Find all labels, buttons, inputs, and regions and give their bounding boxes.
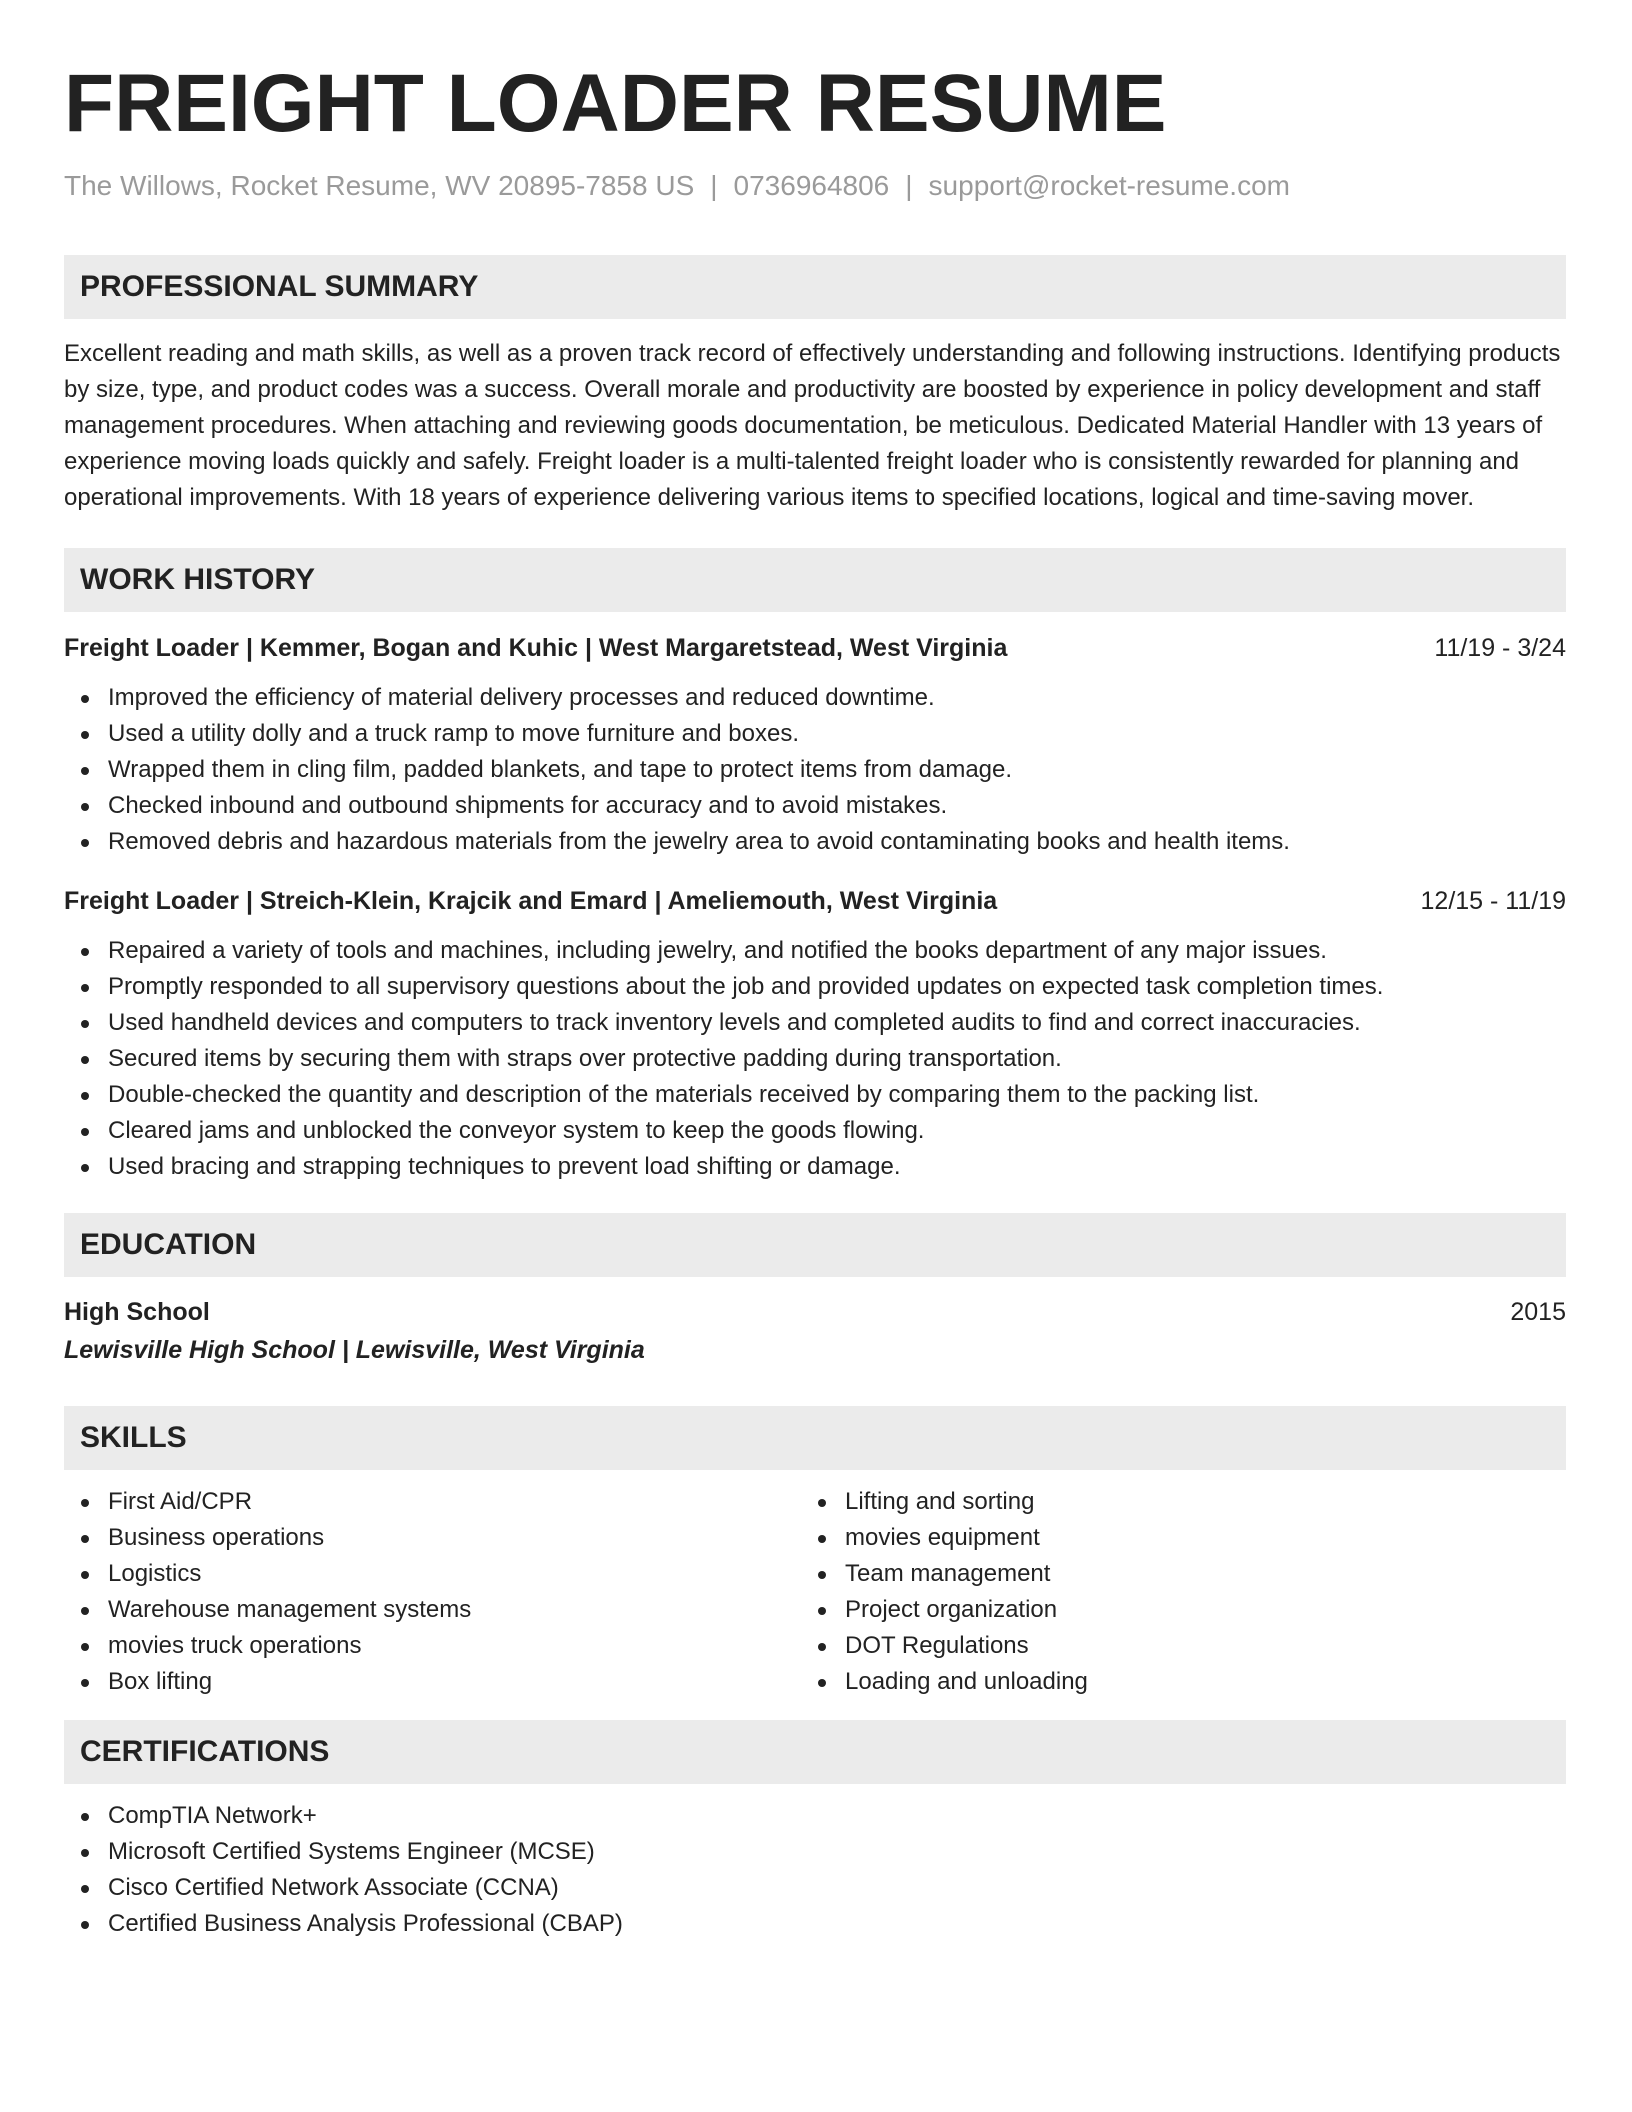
job-bullet: Checked inbound and outbound shipments for accuracy and to avoid mistakes. [64, 788, 1566, 824]
skill-item: Lifting and sorting [801, 1484, 1566, 1520]
skills-section-header [64, 1406, 1566, 1470]
skill-item: Business operations [64, 1520, 801, 1556]
education-school: Lewisville High School | Lewisville, West Virginia [64, 1336, 645, 1364]
job-bullet: Used bracing and strapping techniques to prevent load shifting or damage. [64, 1149, 1566, 1185]
contact-email: support@rocket-resume.com [928, 170, 1290, 201]
education-year: 2015 [1510, 1298, 1566, 1326]
certification-item: Cisco Certified Network Associate (CCNA) [64, 1870, 1566, 1906]
skill-item: Box lifting [64, 1664, 801, 1700]
contact-separator: | [905, 170, 913, 201]
job-bullet: Double-checked the quantity and description of the materials received by comparing them to the packing list. [64, 1077, 1566, 1113]
contact-line [64, 168, 1566, 204]
job-header [64, 883, 1566, 919]
summary-text: Excellent reading and math skills, as well as a proven track record of effectively understanding and following instructions. Identifying products by size, type, and product codes was a success. Overall morale and productivity are boosted by experience in policy development and staff management procedures. When attaching and reviewing goods documentation, be meticulous. Dedicated Material Handler with 13 years of experience moving loads quickly and safely. Freight loader is a multi-talented freight loader who is consistently rewarded for planning and operational improvements. With 18 years of experience delivering various items to specified locations, logical and time-saving mover. [64, 340, 1561, 511]
skills-heading: SKILLS [80, 1421, 187, 1454]
job-bullet: Removed debris and hazardous materials from the jewelry area to avoid contaminating books and health items. [64, 824, 1566, 860]
skills-list-right [801, 1484, 1566, 1700]
certification-item: Microsoft Certified Systems Engineer (MCSE) [64, 1834, 1566, 1870]
job-bullet: Promptly responded to all supervisory questions about the job and provided updates on expected task completion times. [64, 969, 1566, 1005]
job-entry [64, 883, 1566, 1185]
job-entry [64, 630, 1566, 860]
contact-address: The Willows, Rocket Resume, WV 20895-7858 US [64, 170, 695, 201]
summary-heading: PROFESSIONAL SUMMARY [80, 270, 479, 303]
contact-separator: | [710, 170, 718, 201]
certifications-section-header [64, 1720, 1566, 1784]
job-bullet: Repaired a variety of tools and machines, including jewelry, and notified the books department of any major issues. [64, 933, 1566, 969]
work-section-header [64, 548, 1566, 612]
skill-item: Logistics [64, 1556, 801, 1592]
contact-phone: 0736964806 [733, 170, 890, 201]
resume-page [64, 0, 1566, 1942]
skill-item: DOT Regulations [801, 1628, 1566, 1664]
job-bullet-list [64, 680, 1566, 860]
job-bullet: Secured items by securing them with straps over protective padding during transportation. [64, 1041, 1566, 1077]
job-dates: 11/19 - 3/24 [1434, 634, 1566, 662]
work-heading: WORK HISTORY [80, 563, 316, 596]
job-header [64, 630, 1566, 666]
skill-item: movies equipment [801, 1520, 1566, 1556]
certification-item: CompTIA Network+ [64, 1798, 1566, 1834]
summary-section-header [64, 255, 1566, 319]
job-title: Freight Loader | Kemmer, Bogan and Kuhic | West Margaretstead, West Virginia [64, 634, 1008, 662]
certifications-list [64, 1798, 1566, 1942]
resume-title: FREIGHT LOADER RESUME [64, 58, 1167, 149]
job-bullet: Improved the efficiency of material delivery processes and reduced downtime. [64, 680, 1566, 716]
certification-item: Certified Business Analysis Professional (CBAP) [64, 1906, 1566, 1942]
skill-item: Project organization [801, 1592, 1566, 1628]
job-bullet: Cleared jams and unblocked the conveyor system to keep the goods flowing. [64, 1113, 1566, 1149]
job-dates: 12/15 - 11/19 [1420, 887, 1566, 915]
education-entry [64, 1293, 1566, 1369]
education-heading: EDUCATION [80, 1228, 257, 1261]
skill-item: Warehouse management systems [64, 1592, 801, 1628]
skill-item: movies truck operations [64, 1628, 801, 1664]
job-bullet: Used a utility dolly and a truck ramp to move furniture and boxes. [64, 716, 1566, 752]
job-bullet-list [64, 933, 1566, 1185]
skills-list-left [64, 1484, 801, 1700]
job-bullet: Wrapped them in cling film, padded blankets, and tape to protect items from damage. [64, 752, 1566, 788]
education-degree: High School [64, 1298, 210, 1326]
education-section-header [64, 1213, 1566, 1277]
skill-item: First Aid/CPR [64, 1484, 801, 1520]
certifications-heading: CERTIFICATIONS [80, 1735, 330, 1768]
job-bullet: Used handheld devices and computers to track inventory levels and completed audits to find and correct inaccuracies. [64, 1005, 1566, 1041]
education-header [64, 1293, 1566, 1331]
skill-item: Loading and unloading [801, 1664, 1566, 1700]
skills-grid [64, 1484, 1566, 1700]
skill-item: Team management [801, 1556, 1566, 1592]
job-title: Freight Loader | Streich-Klein, Krajcik and Emard | Ameliemouth, West Virginia [64, 887, 998, 915]
